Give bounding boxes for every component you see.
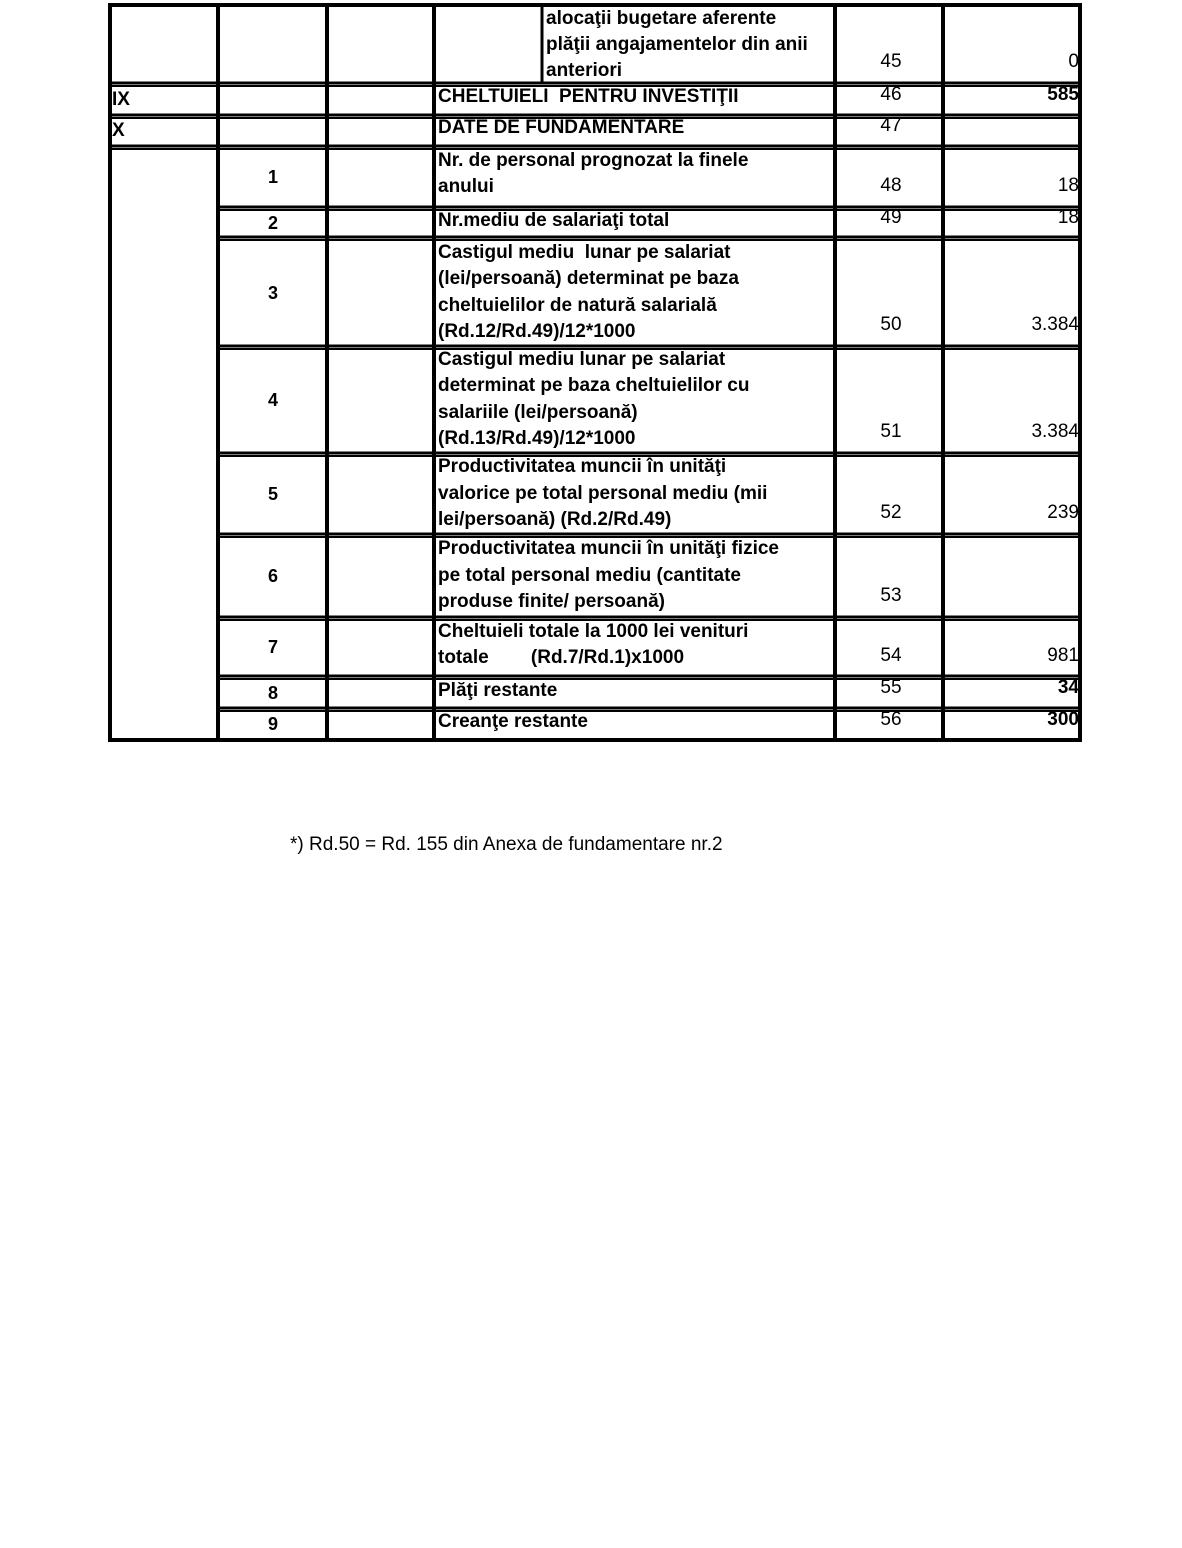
row-number: 49 xyxy=(880,207,902,228)
item-number: 7 xyxy=(267,637,278,657)
item-number: 9 xyxy=(267,714,278,734)
row-value: 300 xyxy=(1047,709,1079,730)
row-number: 56 xyxy=(880,709,902,730)
row-description-line: Cheltuieli totale la 1000 lei venituri xyxy=(438,621,749,642)
row-number: 51 xyxy=(880,421,902,442)
row-description-line: Productivitatea muncii în unităţi fizice xyxy=(438,538,779,559)
row-number: 48 xyxy=(880,175,902,196)
item-number: 3 xyxy=(267,283,278,303)
item-number: 4 xyxy=(267,390,278,410)
row-description-line: lei/persoană) (Rd.2/Rd.49) xyxy=(438,509,672,530)
row-value: 34 xyxy=(1057,677,1079,698)
row-description-line: (Rd.12/Rd.49)/12*1000 xyxy=(438,321,636,342)
row-description-line: valorice pe total personal mediu (mii xyxy=(438,483,768,504)
row-description-line: plăţii angajamentelor din anii xyxy=(546,34,808,55)
row-description-line: Nr. de personal prognozat la finele xyxy=(438,150,749,171)
row-value: 981 xyxy=(1047,645,1079,666)
row-number: 55 xyxy=(880,677,902,698)
section-roman-numeral: X xyxy=(112,120,125,141)
row-description-line: determinat pe baza cheltuielilor cu xyxy=(438,375,750,396)
row-description-line: anului xyxy=(438,176,494,197)
item-number: 2 xyxy=(267,213,278,233)
row-description-line: totale (Rd.7/Rd.1)x1000 xyxy=(438,647,685,668)
row-value: 0 xyxy=(1068,51,1079,72)
row-description-line: cheltuielilor de natură salarială xyxy=(438,295,717,316)
row-value: 18 xyxy=(1057,207,1079,228)
row-value: 3.384 xyxy=(1031,314,1079,335)
row-description-line: Nr.mediu de salariaţi total xyxy=(438,210,670,231)
row-description-line: Productivitatea muncii în unităţi xyxy=(438,456,727,477)
row-description-line: produse finite/ persoană) xyxy=(438,591,665,612)
item-number: 1 xyxy=(267,167,278,187)
row-number: 54 xyxy=(880,645,902,666)
row-description-line: (lei/persoană) determinat pe baza xyxy=(438,268,739,289)
row-number: 53 xyxy=(880,585,902,606)
row-description-line: Plăţi restante xyxy=(438,680,558,701)
row-description-line: pe total personal mediu (cantitate xyxy=(438,565,741,586)
row-description-line: alocaţii bugetare aferente xyxy=(546,8,777,29)
row-number: 50 xyxy=(880,314,902,335)
item-number: 6 xyxy=(267,566,278,586)
row-description-line: DATE DE FUNDAMENTARE xyxy=(438,117,685,138)
row-value: 239 xyxy=(1047,502,1079,523)
row-description-line: Castigul mediu lunar pe salariat xyxy=(438,242,731,263)
footnote: *) Rd.50 = Rd. 155 din Anexa de fundamentare nr.2 xyxy=(290,834,723,855)
row-value: 18 xyxy=(1057,175,1079,196)
row-description-line: CHELTUIELI PENTRU INVESTIŢII xyxy=(438,86,739,107)
row-description-line: Creanţe restante xyxy=(438,711,588,732)
row-description-line: salariile (lei/persoană) xyxy=(438,402,638,423)
row-value: 585 xyxy=(1047,84,1079,105)
section-roman-numeral: IX xyxy=(112,89,130,110)
row-description-line: (Rd.13/Rd.49)/12*1000 xyxy=(438,428,636,449)
row-description-line: anteriori xyxy=(546,60,623,81)
row-description-line: Castigul mediu lunar pe salariat xyxy=(438,349,726,370)
row-number: 46 xyxy=(880,84,902,105)
row-number: 52 xyxy=(880,502,902,523)
row-number: 45 xyxy=(880,51,902,72)
row-number: 47 xyxy=(880,115,902,136)
row-value: 3.384 xyxy=(1031,421,1079,442)
item-number: 5 xyxy=(267,484,278,504)
budget-table xyxy=(108,3,1082,742)
item-number: 8 xyxy=(267,683,278,703)
